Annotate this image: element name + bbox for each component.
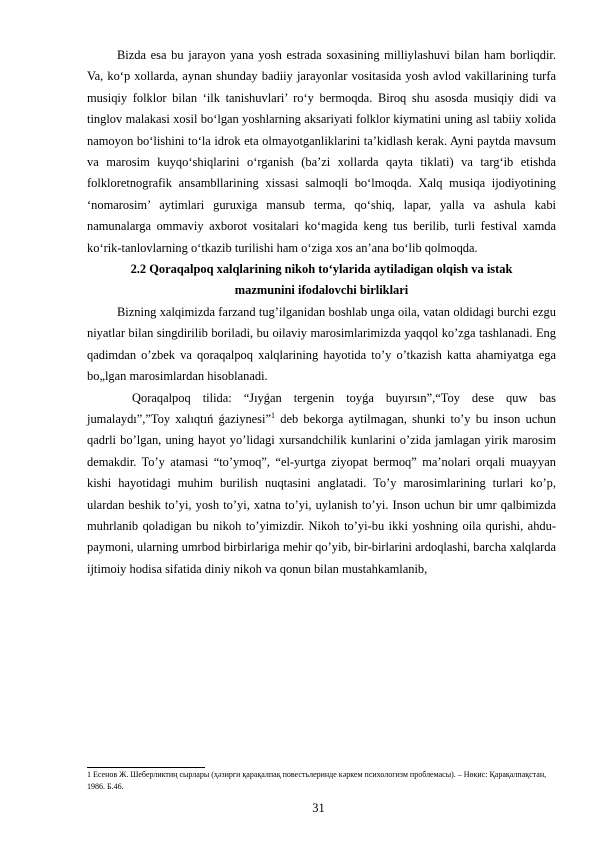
page-number: 31 <box>312 801 325 815</box>
paragraph-toy-rest: deb bekorga aytilmagan, shunki to’y bu inson uchun qadrli bo’lgan, uning hayot yo’lidagi xursandchilik kunlarini o’zida jamlagan yirik marosim demakdir. To’y atamasi “to’ymoq”, “el-yurtga ziyopat bermoq” ma’nolari orqali muayyan kishi hayotidagi muhim burilish nuqtasini anglatadi. To’y marosimlarining turlari ko’p, ulardan beshik to’yi, yosh to’yi, xatna to’yi, uylanish to’yi. Inson uchun bir umr qalbimizda muhrlanib qoladigan bu nikoh to’yimizdir. Nikoh to’yi-bu ikki yoshning oila qurishi, ahdu-paymoni, ularning umrbod birbirlariga mehir qo’yib, bir-birlarini ardoqlashi, barcha xalqlarda ijtimoiy hodisa sifatida diniy nikoh va qonun bilan mustahkamlanib, <box>87 411 557 576</box>
paragraph-farzand: Bizning xalqimizda farzand tug’ilganidan boshlab unga oila, vatan oldidagi burchi ezgu niyatlar bilan singdirilib boriladi, bu oilaviy marosimlarimizda yaqqol ko’zga tashlanadi. Eng qadimdan o’zbek va qoraqalpoq xalqlarining hayotida to’y o’tkazish katta ahamiyatga ega bo„lgan marosimlardan hisoblanadi. <box>87 304 556 384</box>
section-heading-line-2: mazmunini ifodalovchi birliklari <box>234 283 409 298</box>
footnote-separator <box>87 767 205 768</box>
paragraph-toy-start: Qoraqalpoq tilida: “Jıyǵan tergenin toyǵa buyırsın”,“Toy dese quw bas jumalaydı”,”Toy xalıqtıń ǵaziynesi” <box>87 390 556 426</box>
footnote-marker[interactable]: 1 <box>271 410 276 420</box>
paragraph-estrada: Bizda esa bu jarayon yana yosh estrada soxasining milliylashuvi bilan ham borliqdir. Va, ko‘p xollarda, aynan shunday badiiy jarayonlar vositasida yosh avlod vakillarining turfa musiqiy folklor bilan ‘ilk tanishuvlari’ ro‘y bermoqda. Biroq shu asosda musiqiy didi va tinglov malakasi xosil bo‘lgan yoshlarning aksariyati folklor kiymatini uning asl tabiiy xolida namoyon bo‘lishini to‘la idrok eta olmayotganliklarini ta’kidlash kerak. Ayni paytda mavsum va marosim kuyqo‘shiqlarini o‘rganish (ba’zi xollarda qayta tiklati) va targ‘ib etishda folkloretnografik ansambllarining xissasi salmoqli bo‘lmoqda. Xalq musiqa ijodiyotining ‘nomarosim’ aytimlari guruxiga mansub terma, qo‘shiq, lapar, yalla va ashula kabi namunalarga ommaviy axborot vositalari ko‘magida keng tus berilib, turli festival xamda ko‘rik-tanlovlarning o‘tkazib turilishi ham o‘ziga xos an’ana bo‘lib qolmoqda. <box>87 48 556 255</box>
paragraph-toy <box>87 388 556 581</box>
main-text <box>87 45 556 580</box>
section-heading-line-1: 2.2 Qoraqalpoq xalqlarining nikoh to‘ylarida aytiladigan olqish va istak <box>130 262 513 277</box>
footnote: 1 Есенов Ж. Шеберликтиң сырлары (ҳәзирги қарақалпақ повестьлеринде кәркем психологизм проблемасы). – Нөкис: Қарақалпақстан, 1986. Б.46. <box>87 770 547 791</box>
